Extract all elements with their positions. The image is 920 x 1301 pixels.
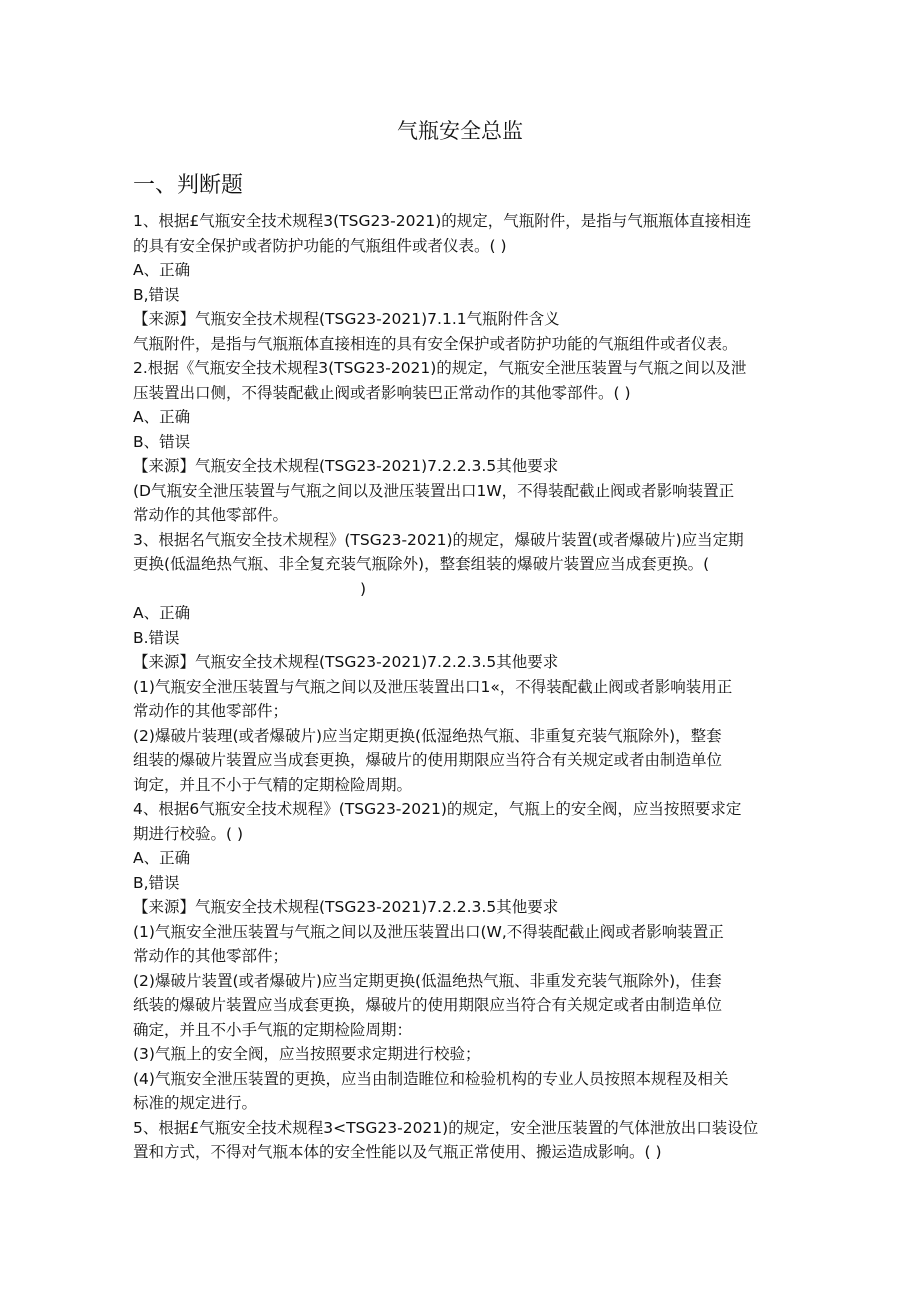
text-line: 更换(低温绝热气瓶、非全复充装气瓶除外)，整套组装的爆破片装置应当成套更换。( [133, 555, 710, 573]
section-heading: 一、判断题 [133, 173, 244, 198]
text-line: 3、根据名气瓶安全技术规程》(TSG23-2021)的规定，爆破片装置(或者爆破片)应当定期 [133, 530, 744, 549]
text-line: 常动作的其他零部件。 [133, 506, 289, 524]
text-line: (D气瓶安全泄压装置与气瓶之间以及泄压装置出口1W，不得装配截止阀或者影响装置正 [133, 481, 735, 500]
text-line: 期进行校验。( ) [133, 824, 244, 843]
text-line: 确定，并且不小手气瓶的定期检险周期： [133, 1020, 413, 1039]
text-line: 气瓶附件，是指与气瓶瓶体直接相连的具有安全保护或者防护功能的气瓶组件或者仪表。 [133, 334, 738, 353]
document-title: 气瓶安全总监 [397, 119, 523, 143]
text-line: 组装的爆破片装置应当成套更换，爆破片的使用期限应当符合有关规定或者由制造单位 [133, 751, 723, 769]
text-line: (4)气瓶安全泄压装置的更换，应当由制造睢位和检验机构的专业人员按照本规程及相关 [133, 1069, 729, 1088]
text-line: 常动作的其他零部件； [133, 947, 289, 965]
source-line: 【来源】气瓶安全技术规程(TSG23-2021)7.1.1气瓶附件含义 [133, 310, 560, 328]
text-line: ) [360, 579, 367, 598]
answer-option: A、正确 [133, 604, 191, 622]
answer-option: B,错误 [133, 285, 180, 304]
text-line: (2)爆破片装理(或者爆破片)应当定期更换(低湿绝热气瓶、非重复充装气瓶除外)，整套 [133, 726, 722, 745]
text-line: 5、根据£气瓶安全技术规程3<TSG23-2021)的规定，安全泄压装置的气体泄放出口装设位 [133, 1118, 759, 1137]
text-line: 纸装的爆破片装置应当成套更换，爆破片的使用期限应当符合有关规定或者由制造单位 [133, 996, 723, 1014]
answer-option: B.错误 [133, 628, 180, 647]
answer-option: B、错误 [133, 432, 191, 451]
text-line: 2.根据《气瓶安全技术规程3(TSG23-2021)的规定，气瓶安全泄压装置与气瓶之间以及泄 [133, 359, 747, 377]
answer-option: A、正确 [133, 408, 191, 426]
answer-option: B,错误 [133, 873, 180, 892]
text-line: 标准的规定进行。 [133, 1094, 258, 1112]
source-line: 【来源】气瓶安全技术规程(TSG23-2021)7.2.2.3.5其他要求 [133, 457, 559, 475]
source-line: 【来源】气瓶安全技术规程(TSG23-2021)7.2.2.3.5其他要求 [133, 898, 559, 916]
text-line: 4、根据6气瓶安全技术规程》(TSG23-2021)的规定，气瓶上的安全阀，应当按照要求定 [133, 800, 742, 818]
text-line: (1)气瓶安全泄压装置与气瓶之间以及泄压装置出口(W,不得装配截止阀或者影响装置正 [133, 922, 724, 941]
source-line: 【来源】气瓶安全技术规程(TSG23-2021)7.2.2.3.5其他要求 [133, 653, 559, 671]
answer-option: A、正确 [133, 849, 191, 867]
text-line: 1、根据£气瓶安全技术规程3(TSG23-2021)的规定，气瓶附件，是指与气瓶瓶体直接相连 [133, 212, 752, 230]
text-line: 的具有安全保护或者防护功能的气瓶组件或者仪表。( ) [133, 236, 507, 255]
text-line: (1)气瓶安全泄压装置与气瓶之间以及泄压装置出口1«，不得装配截止阀或者影响装用正 [133, 677, 733, 696]
document-body [133, 209, 793, 1165]
text-line: 置和方式，不得对气瓶本体的安全性能以及气瓶正常使用、搬运造成影响。( ) [133, 1143, 662, 1161]
text-line: 常动作的其他零部件； [133, 702, 289, 720]
answer-option: A、正确 [133, 261, 191, 279]
text-line: (3)气瓶上的安全阀，应当按照要求定期进行校验； [133, 1045, 481, 1063]
text-line: (2)爆破片装置(或者爆破片)应当定期更换(低温绝热气瓶、非重发充装气瓶除外)，佳套 [133, 971, 722, 990]
text-line: 压装置出口侧，不得装配截止阀或者影响装巴正常动作的其他零部件。( ) [133, 383, 631, 402]
text-line: 询定，并且不小于气精的定期检险周期。 [133, 775, 413, 794]
